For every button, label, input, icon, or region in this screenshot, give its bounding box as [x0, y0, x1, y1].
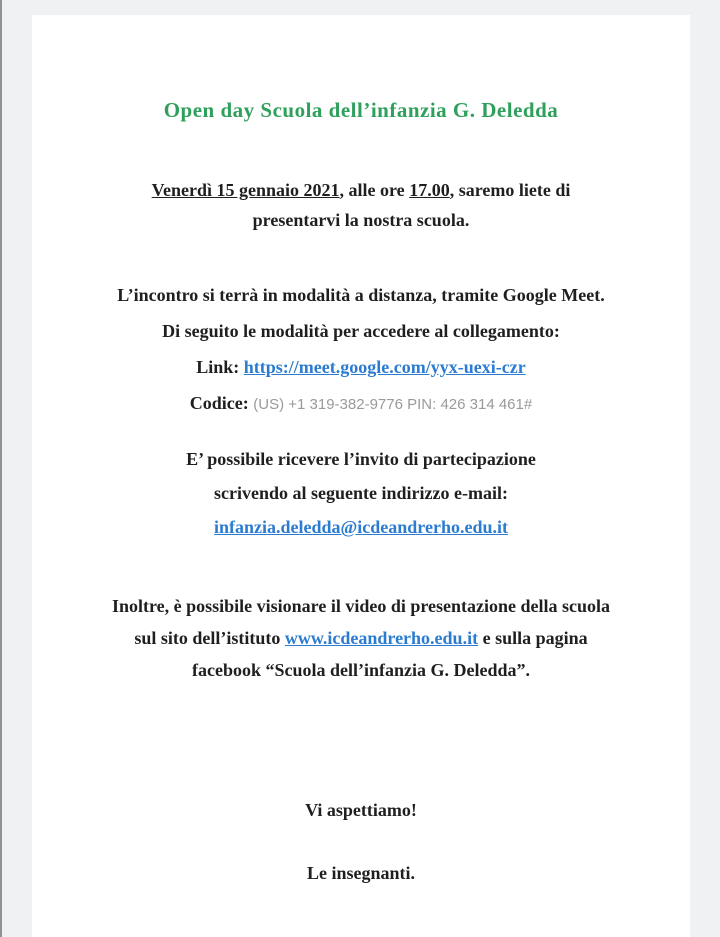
invitation-block: [32, 442, 690, 544]
page-title: Open day Scuola dell’infanzia G. Deledda: [163, 98, 559, 122]
meeting-link-line: [32, 349, 690, 385]
intro-line2: presentarvi la nostra scuola.: [252, 210, 470, 230]
viewer-right-gutter: [690, 0, 720, 937]
video-line2-after: e sulla pagina: [478, 628, 588, 648]
document-page: [32, 15, 690, 886]
video-line3: facebook “Scuola dell’infanzia G. Deledda”.: [191, 660, 530, 680]
intro-paragraph: [32, 175, 690, 235]
meet-link[interactable]: https://meet.google.com/yyx-uexi-czr: [243, 357, 526, 377]
viewer-top-gutter: [0, 0, 720, 15]
code-value: (US) +1 319-382-9776 PIN: 426 314 461#: [253, 396, 533, 413]
invitation-email-line: [32, 510, 690, 544]
invitation-line1: E’ possibile ricevere l’invito di partecipazione: [186, 449, 536, 469]
meeting-line2: Di seguito le modalità per accedere al collegamento:: [162, 321, 560, 341]
video-info-block: [71, 590, 651, 686]
closing-line: Vi aspettiamo!: [305, 800, 417, 820]
event-date: Venerdì 15 gennaio 2021: [151, 180, 340, 200]
meeting-line1: L’incontro si terrà in modalità a distanza, tramite Google Meet.: [117, 285, 605, 305]
link-label: Link:: [196, 357, 244, 377]
email-link[interactable]: infanzia.deledda@icdeandrerho.edu.it: [214, 517, 508, 537]
intro-after-time: , saremo liete di: [449, 180, 571, 200]
signature-line: Le insegnanti.: [306, 863, 416, 883]
video-line1: Inoltre, è possibile visionare il video di presentazione della scuola: [111, 596, 611, 616]
invitation-line2: scrivendo al seguente indirizzo e-mail:: [214, 483, 508, 503]
intro-after-date: , alle ore: [339, 180, 410, 200]
site-link[interactable]: www.icdeandrerho.edu.it: [284, 628, 479, 648]
video-line2: [71, 622, 651, 654]
event-time: 17.00: [409, 180, 450, 200]
video-line2-before: sul sito dell’istituto: [134, 628, 285, 648]
meeting-info-block: [32, 277, 690, 423]
viewer-left-gutter: [0, 0, 32, 937]
code-label: Codice:: [189, 393, 254, 413]
meeting-code-line: [32, 385, 690, 423]
